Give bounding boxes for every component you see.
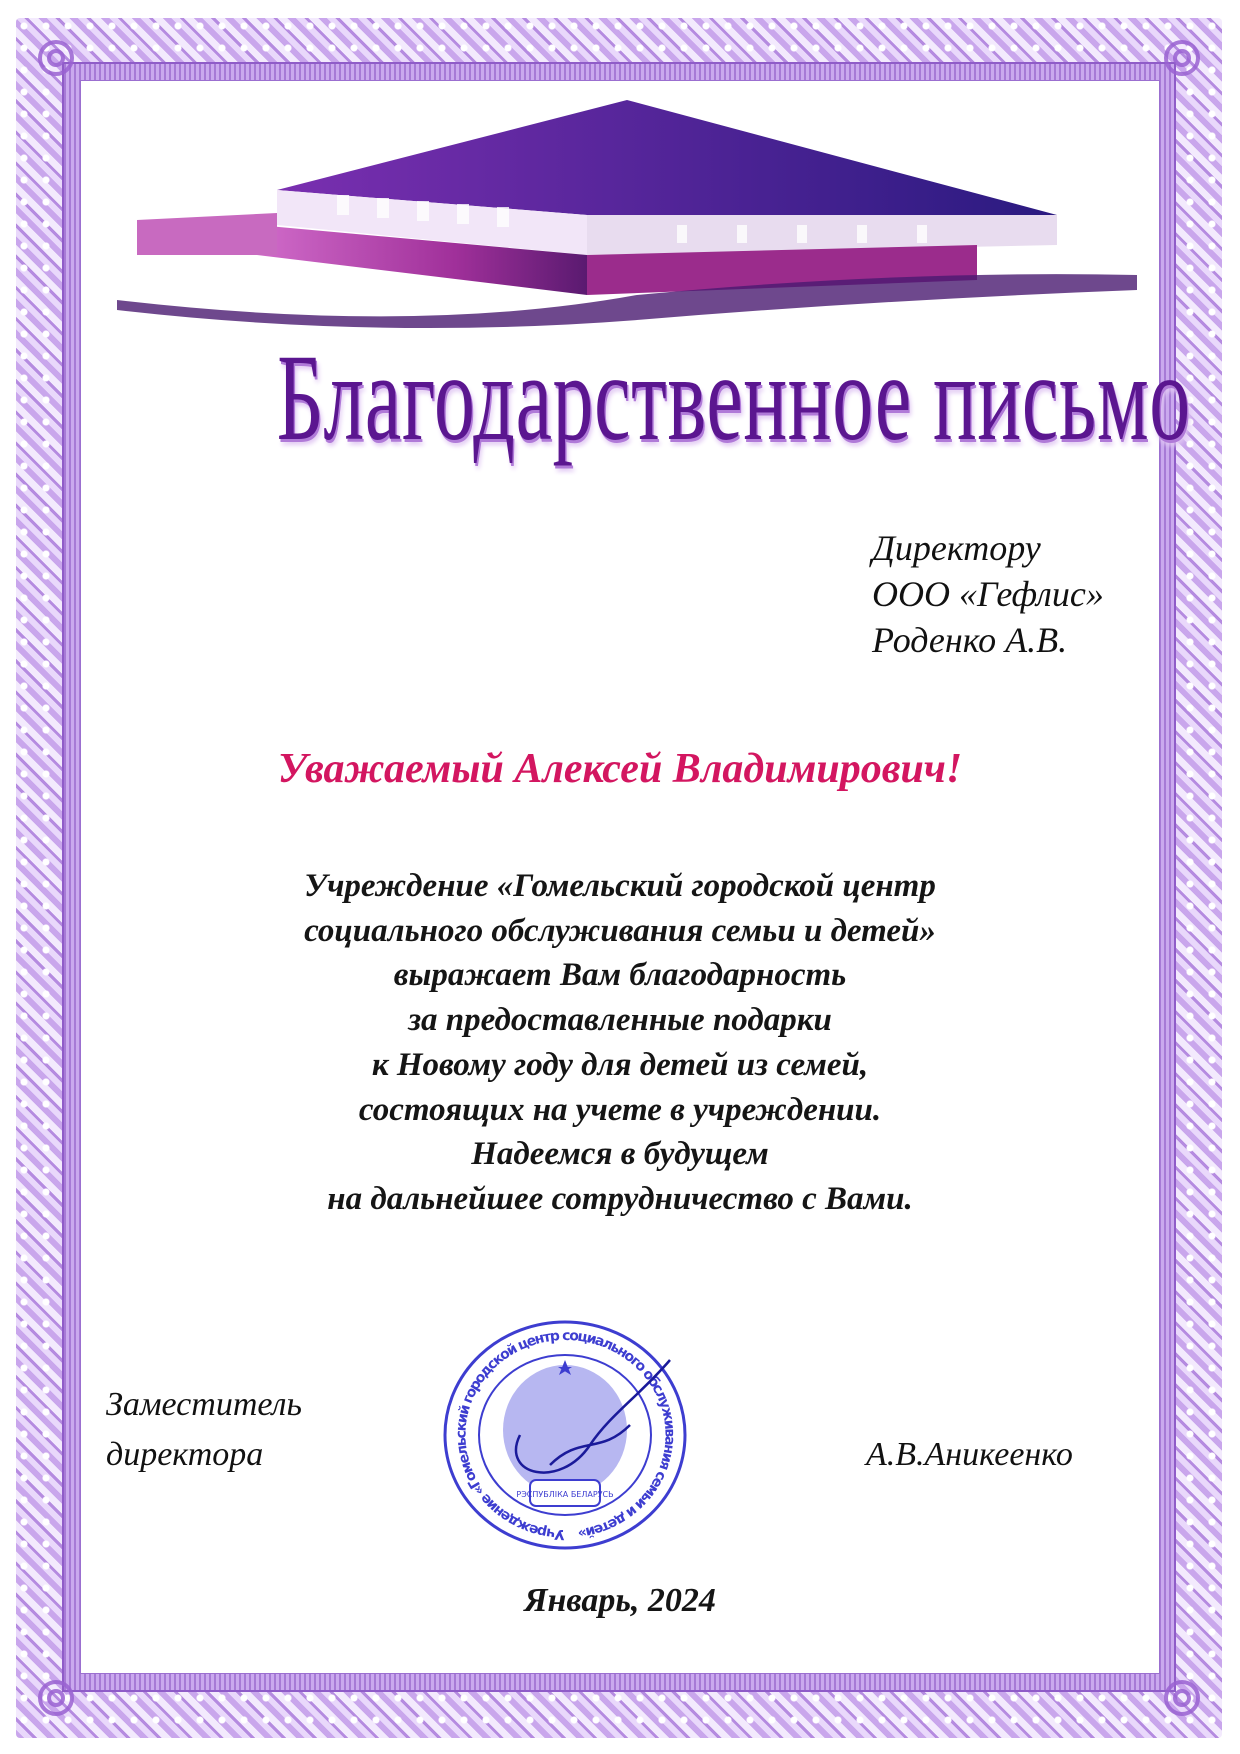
signer-position	[106, 1380, 302, 1480]
body-line: социального обслуживания семьи и детей»	[304, 912, 936, 949]
letter-title: Благодарственное письмо	[276, 329, 1191, 466]
salutation: Уважаемый Алексей Владимирович!	[277, 746, 963, 792]
body-line: состоящих на учете в учреждении.	[358, 1091, 882, 1128]
signer-name: А.В.Аникеенко	[866, 1436, 1073, 1473]
building-photo	[117, 95, 1137, 330]
letter-date: Январь, 2024	[524, 1582, 716, 1619]
body-line: Учреждение «Гомельский городской центр	[304, 868, 936, 904]
letter-text	[100, 864, 1140, 1222]
recipient-company: ООО «Гефлис»	[872, 574, 1104, 614]
body-line: Надеемся в будущем	[471, 1136, 769, 1173]
body-line: к Новому году для детей из семей,	[371, 1046, 869, 1083]
stamp-emblem-text: РЭСПУБЛІКА БЕЛАРУСЬ	[516, 1490, 614, 1499]
recipient-name: Роденко А.В.	[872, 620, 1068, 660]
body-line: за предоставленные подарки	[408, 1002, 832, 1039]
official-stamp	[440, 1315, 710, 1555]
belarus-emblem	[503, 1360, 627, 1506]
body-line: на дальнейшее сотрудничество с Вами.	[327, 1180, 913, 1217]
signer-position-line1: Заместитель	[106, 1386, 302, 1423]
body-line: выражает Вам благодарность	[393, 957, 847, 994]
signer-position-line2: директора	[106, 1436, 264, 1473]
recipient-block	[872, 525, 1104, 663]
recipient-position: Директору	[872, 528, 1041, 568]
stamp-ring-text: Учреждение «Гомельский городской центр социального обслуживания семьи и детей»	[453, 1327, 678, 1543]
